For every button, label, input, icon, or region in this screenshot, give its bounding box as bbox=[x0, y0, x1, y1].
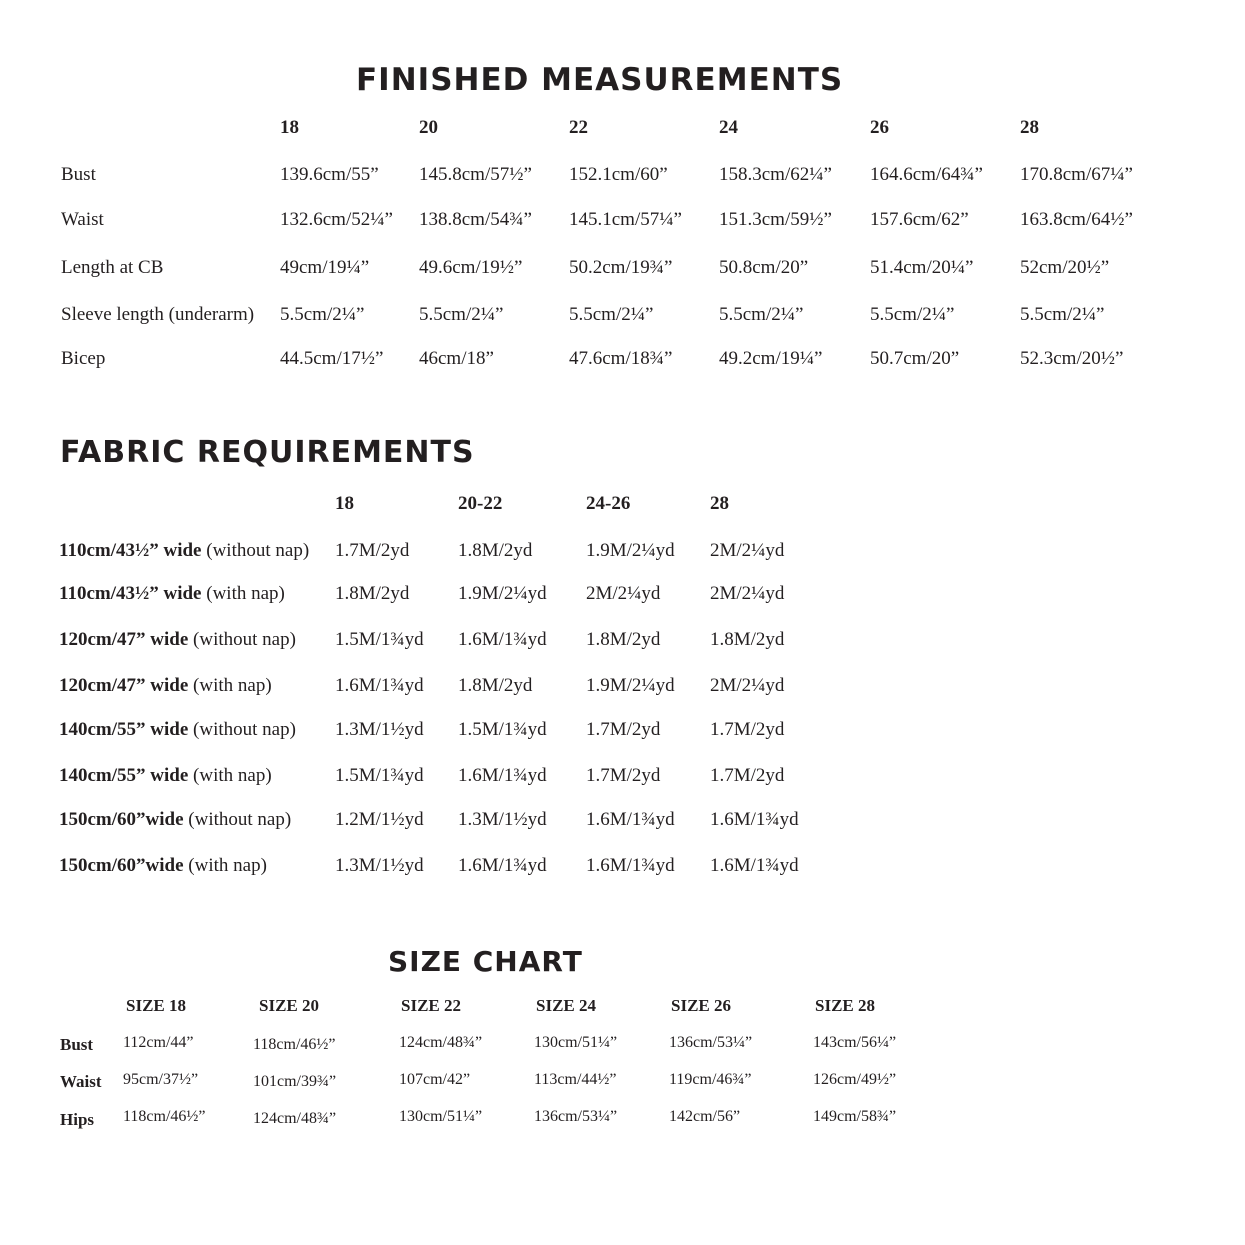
fr-fabric-width: 150cm/60”wide bbox=[59, 809, 184, 830]
fm-cell: 138.8cm/54¾” bbox=[419, 209, 532, 230]
fr-nap: (without nap) bbox=[201, 540, 310, 561]
sc-col-header: SIZE 26 bbox=[671, 996, 731, 1015]
fm-cell: 5.5cm/2¼” bbox=[1020, 304, 1105, 325]
fr-row-label bbox=[59, 584, 285, 603]
size-chart-title: SIZE CHART bbox=[388, 945, 583, 978]
fr-fabric-width: 120cm/47” wide bbox=[59, 675, 189, 696]
sc-col-header: SIZE 28 bbox=[815, 996, 875, 1015]
fm-cell: 44.5cm/17½” bbox=[280, 348, 384, 369]
fr-row-label bbox=[59, 856, 267, 875]
fm-cell: 157.6cm/62” bbox=[870, 209, 969, 230]
sc-cell: 124cm/48¾” bbox=[399, 1034, 483, 1051]
fr-cell: 1.6M/1¾yd bbox=[586, 809, 675, 830]
fr-cell: 1.8M/2yd bbox=[335, 583, 410, 604]
fr-nap: (without nap) bbox=[188, 629, 296, 650]
fr-cell: 1.6M/1¾yd bbox=[335, 675, 424, 696]
fr-cell: 1.5M/1¾yd bbox=[335, 765, 424, 786]
sc-cell: 136cm/53¼” bbox=[669, 1034, 753, 1051]
fr-cell: 1.9M/2¼yd bbox=[458, 583, 547, 604]
fr-row-label bbox=[59, 720, 296, 739]
sc-cell: 119cm/46¾” bbox=[669, 1071, 752, 1088]
sc-cell: 142cm/56” bbox=[669, 1108, 741, 1125]
fr-cell: 2M/2¼yd bbox=[710, 675, 785, 696]
fm-cell: 49.6cm/19½” bbox=[419, 257, 523, 278]
fm-cell: 46cm/18” bbox=[419, 348, 494, 369]
fm-cell: 163.8cm/64½” bbox=[1020, 209, 1133, 230]
fm-col-header: 22 bbox=[569, 117, 588, 138]
fm-row-label: Bicep bbox=[61, 348, 106, 369]
fr-cell: 1.6M/1¾yd bbox=[458, 765, 547, 786]
fr-col-header: 20-22 bbox=[458, 493, 503, 514]
fr-row-label bbox=[59, 630, 296, 649]
fr-row-label bbox=[59, 676, 272, 695]
fm-cell: 164.6cm/64¾” bbox=[870, 164, 983, 185]
sc-cell: 149cm/58¾” bbox=[813, 1108, 897, 1125]
fm-cell: 152.1cm/60” bbox=[569, 164, 668, 185]
fr-nap: (without nap) bbox=[188, 719, 296, 740]
fr-col-header: 28 bbox=[710, 493, 729, 514]
fm-cell: 5.5cm/2¼” bbox=[280, 304, 365, 325]
fr-cell: 1.3M/1½yd bbox=[335, 719, 424, 740]
sc-row-label: Bust bbox=[60, 1035, 94, 1054]
fr-fabric-width: 150cm/60”wide bbox=[59, 855, 184, 876]
fr-cell: 1.9M/2¼yd bbox=[586, 540, 675, 561]
sc-cell: 95cm/37½” bbox=[123, 1071, 199, 1088]
fr-cell: 1.7M/2yd bbox=[335, 540, 410, 561]
fr-cell: 1.2M/1½yd bbox=[335, 809, 424, 830]
fr-cell: 1.8M/2yd bbox=[458, 540, 533, 561]
sc-col-header: SIZE 20 bbox=[259, 996, 319, 1015]
fr-row-label bbox=[59, 541, 309, 560]
fr-col-header: 18 bbox=[335, 493, 354, 514]
fr-col-header: 24-26 bbox=[586, 493, 631, 514]
sc-col-header: SIZE 24 bbox=[536, 996, 596, 1015]
fr-nap: (with nap) bbox=[201, 583, 285, 604]
fr-nap: (with nap) bbox=[188, 765, 272, 786]
fm-row-label: Bust bbox=[61, 164, 96, 185]
fm-cell: 170.8cm/67¼” bbox=[1020, 164, 1133, 185]
sc-cell: 130cm/51¼” bbox=[534, 1034, 618, 1051]
sc-cell: 136cm/53¼” bbox=[534, 1108, 618, 1125]
fr-cell: 1.6M/1¾yd bbox=[458, 629, 547, 650]
fr-cell: 2M/2¼yd bbox=[710, 583, 785, 604]
fr-fabric-width: 140cm/55” wide bbox=[59, 719, 189, 740]
finished-measurements-title: FINISHED MEASUREMENTS bbox=[356, 62, 844, 98]
fm-cell: 52cm/20½” bbox=[1020, 257, 1110, 278]
fm-cell: 151.3cm/59½” bbox=[719, 209, 832, 230]
fr-cell: 1.8M/2yd bbox=[458, 675, 533, 696]
sc-cell: 107cm/42” bbox=[399, 1071, 471, 1088]
fr-cell: 1.6M/1¾yd bbox=[586, 855, 675, 876]
fr-cell: 1.7M/2yd bbox=[710, 765, 785, 786]
fm-cell: 50.7cm/20” bbox=[870, 348, 960, 369]
fm-cell: 5.5cm/2¼” bbox=[870, 304, 955, 325]
fm-col-header: 20 bbox=[419, 117, 438, 138]
fm-cell: 52.3cm/20½” bbox=[1020, 348, 1124, 369]
fm-col-header: 28 bbox=[1020, 117, 1039, 138]
fr-cell: 1.8M/2yd bbox=[710, 629, 785, 650]
fm-cell: 158.3cm/62¼” bbox=[719, 164, 832, 185]
fm-cell: 132.6cm/52¼” bbox=[280, 209, 393, 230]
fm-cell: 50.2cm/19¾” bbox=[569, 257, 673, 278]
fm-cell: 50.8cm/20” bbox=[719, 257, 809, 278]
sc-cell: 113cm/44½” bbox=[534, 1071, 617, 1088]
fm-col-header: 24 bbox=[719, 117, 738, 138]
fm-col-header: 18 bbox=[280, 117, 299, 138]
fm-cell: 49cm/19¼” bbox=[280, 257, 370, 278]
fr-cell: 1.8M/2yd bbox=[586, 629, 661, 650]
fm-cell: 49.2cm/19¼” bbox=[719, 348, 823, 369]
fr-cell: 1.6M/1¾yd bbox=[710, 809, 799, 830]
fr-cell: 1.3M/1½yd bbox=[458, 809, 547, 830]
sc-col-header: SIZE 22 bbox=[401, 996, 461, 1015]
fr-nap: (without nap) bbox=[183, 809, 292, 830]
sc-cell: 101cm/39¾” bbox=[253, 1073, 337, 1090]
fr-cell: 1.5M/1¾yd bbox=[458, 719, 547, 740]
sc-cell: 130cm/51¼” bbox=[399, 1108, 483, 1125]
sc-cell: 118cm/46½” bbox=[123, 1108, 206, 1125]
fr-row-label bbox=[59, 766, 272, 785]
fr-cell: 1.5M/1¾yd bbox=[335, 629, 424, 650]
sc-col-header: SIZE 18 bbox=[126, 996, 186, 1015]
fr-fabric-width: 110cm/43½” wide bbox=[59, 583, 202, 604]
sc-cell: 118cm/46½” bbox=[253, 1036, 336, 1053]
sc-cell: 126cm/49½” bbox=[813, 1071, 897, 1088]
fr-row-label bbox=[59, 810, 291, 829]
fr-cell: 1.6M/1¾yd bbox=[458, 855, 547, 876]
fm-cell: 51.4cm/20¼” bbox=[870, 257, 974, 278]
fm-cell: 5.5cm/2¼” bbox=[719, 304, 804, 325]
sc-cell: 112cm/44” bbox=[123, 1034, 194, 1051]
fr-nap: (with nap) bbox=[183, 855, 267, 876]
fm-row-label: Sleeve length (underarm) bbox=[61, 304, 255, 325]
fm-cell: 47.6cm/18¾” bbox=[569, 348, 673, 369]
fm-cell: 145.1cm/57¼” bbox=[569, 209, 682, 230]
fr-fabric-width: 120cm/47” wide bbox=[59, 629, 189, 650]
fr-cell: 1.7M/2yd bbox=[586, 765, 661, 786]
fr-cell: 1.7M/2yd bbox=[710, 719, 785, 740]
sc-cell: 143cm/56¼” bbox=[813, 1034, 897, 1051]
fm-row-label: Length at CB bbox=[61, 257, 164, 278]
fm-row-label: Waist bbox=[61, 209, 104, 230]
fabric-requirements-title: FABRIC REQUIREMENTS bbox=[60, 435, 475, 470]
sc-row-label: Waist bbox=[60, 1072, 102, 1091]
fr-cell: 2M/2¼yd bbox=[710, 540, 785, 561]
fr-nap: (with nap) bbox=[188, 675, 272, 696]
fr-cell: 1.3M/1½yd bbox=[335, 855, 424, 876]
sc-row-label: Hips bbox=[60, 1110, 95, 1129]
fm-col-header: 26 bbox=[870, 117, 889, 138]
fm-cell: 5.5cm/2¼” bbox=[419, 304, 504, 325]
fr-cell: 2M/2¼yd bbox=[586, 583, 661, 604]
fm-cell: 5.5cm/2¼” bbox=[569, 304, 654, 325]
fr-fabric-width: 110cm/43½” wide bbox=[59, 540, 202, 561]
fm-cell: 139.6cm/55” bbox=[280, 164, 379, 185]
fr-fabric-width: 140cm/55” wide bbox=[59, 765, 189, 786]
fm-cell: 145.8cm/57½” bbox=[419, 164, 532, 185]
fr-cell: 1.9M/2¼yd bbox=[586, 675, 675, 696]
fr-cell: 1.7M/2yd bbox=[586, 719, 661, 740]
fr-cell: 1.6M/1¾yd bbox=[710, 855, 799, 876]
sc-cell: 124cm/48¾” bbox=[253, 1110, 337, 1127]
